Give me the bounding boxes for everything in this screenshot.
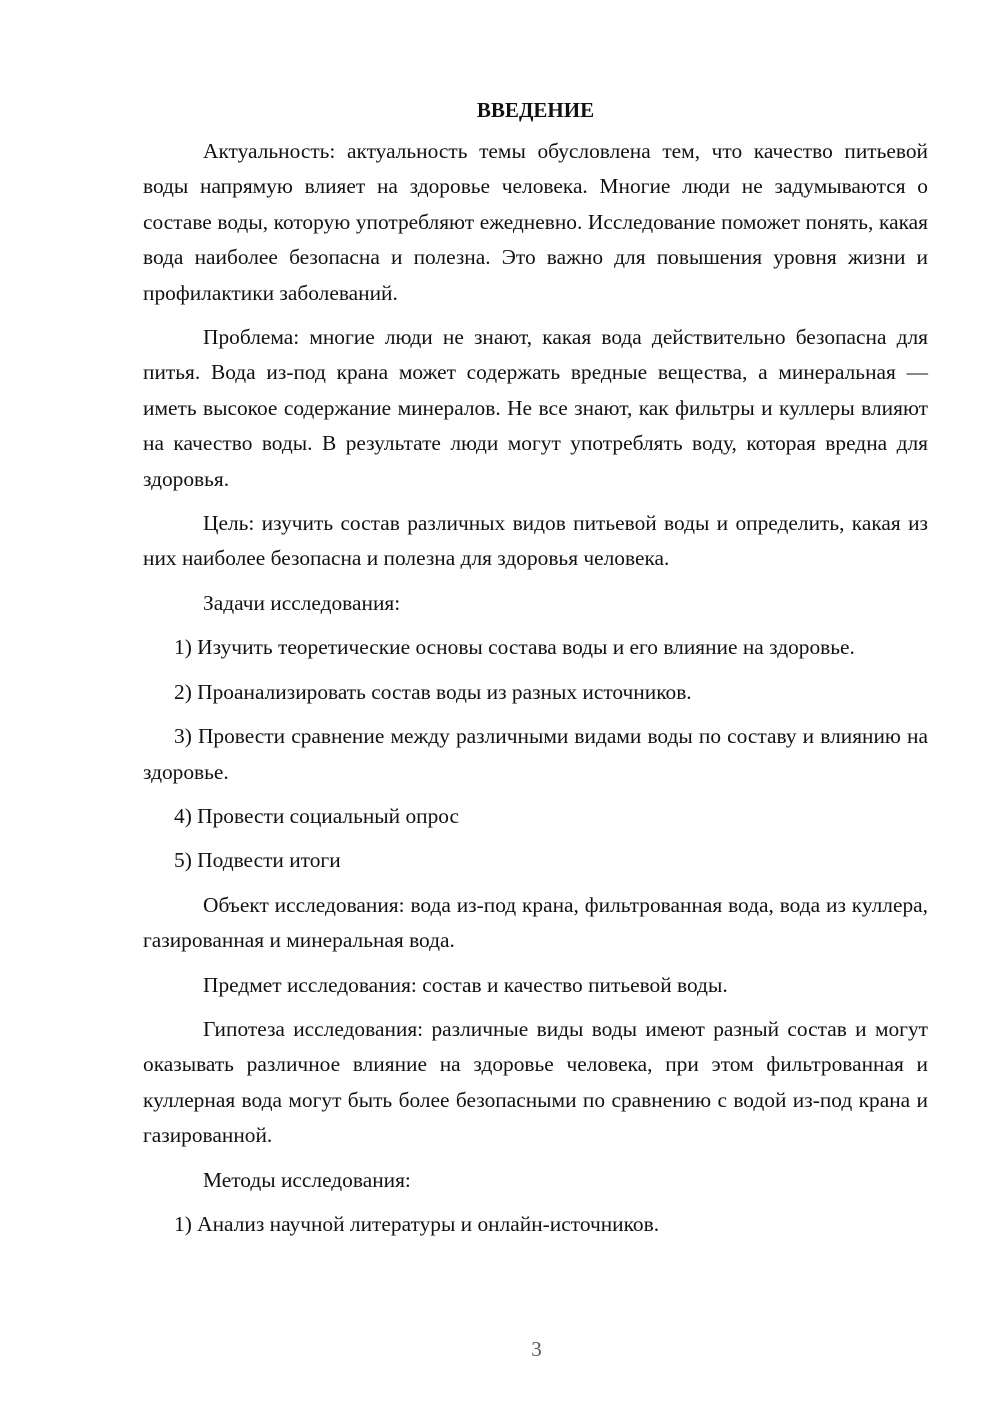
paragraph-tasks-title: Задачи исследования: — [203, 590, 401, 615]
paragraph-problem: Проблема: многие люди не знают, какая вода действительно безопасна для питья. Вода из-под крана может содержать вредные вещества, а минеральная — иметь высокое содержание минералов. Не все знают, как фильтры и куллеры влияют на качество воды. В результате люди могут употреблять воду, которая вредна для здоровья. — [143, 325, 928, 491]
list-item-task-4: 4) Провести социальный опрос — [174, 803, 460, 828]
paragraph-goal: Цель: изучить состав различных видов питьевой воды и определить, какая из них наиболее безопасна и полезна для здоровья человека. — [143, 511, 928, 571]
page-number: 3 — [531, 1337, 542, 1361]
paragraph-relevance: Актуальность: актуальность темы обусловлена тем, что качество питьевой воды напрямую влияет на здоровье человека. Многие люди не задумываются о составе воды, которую употребляют ежедневно. Исследование поможет понять, какая вода наиболее безопасна и полезна. Это важно для повышения уровня жизни и профилактики заболеваний. — [143, 139, 928, 305]
paragraph-subject: Предмет исследования: состав и качество питьевой воды. — [203, 972, 728, 997]
paragraph-hypothesis: Гипотеза исследования: различные виды воды имеют разный состав и могут оказывать различное влияние на здоровье человека, при этом фильтрованная и куллерная вода могут быть более безопасными по сравнению с водой из-под крана и газированной. — [143, 1016, 928, 1148]
list-item-method-1: 1) Анализ научной литературы и онлайн-источников. — [174, 1211, 660, 1236]
list-item-task-3: 3) Провести сравнение между различными видами воды по составу и влиянию на здоровье. — [143, 724, 928, 784]
section-heading: ВВЕДЕНИЕ — [476, 98, 595, 122]
paragraph-object: Объект исследования: вода из-под крана, фильтрованная вода, вода из куллера, газированная и минеральная вода. — [143, 892, 928, 953]
page-content — [143, 95, 928, 1251]
list-item-task-1: 1) Изучить теоретические основы состава воды и его влияние на здоровье. — [174, 635, 855, 660]
paragraph-methods-title: Методы исследования: — [203, 1167, 411, 1192]
list-item-task-2: 2) Проанализировать состав воды из разных источников. — [174, 679, 692, 704]
list-item-task-5: 5) Подвести итоги — [174, 848, 341, 873]
